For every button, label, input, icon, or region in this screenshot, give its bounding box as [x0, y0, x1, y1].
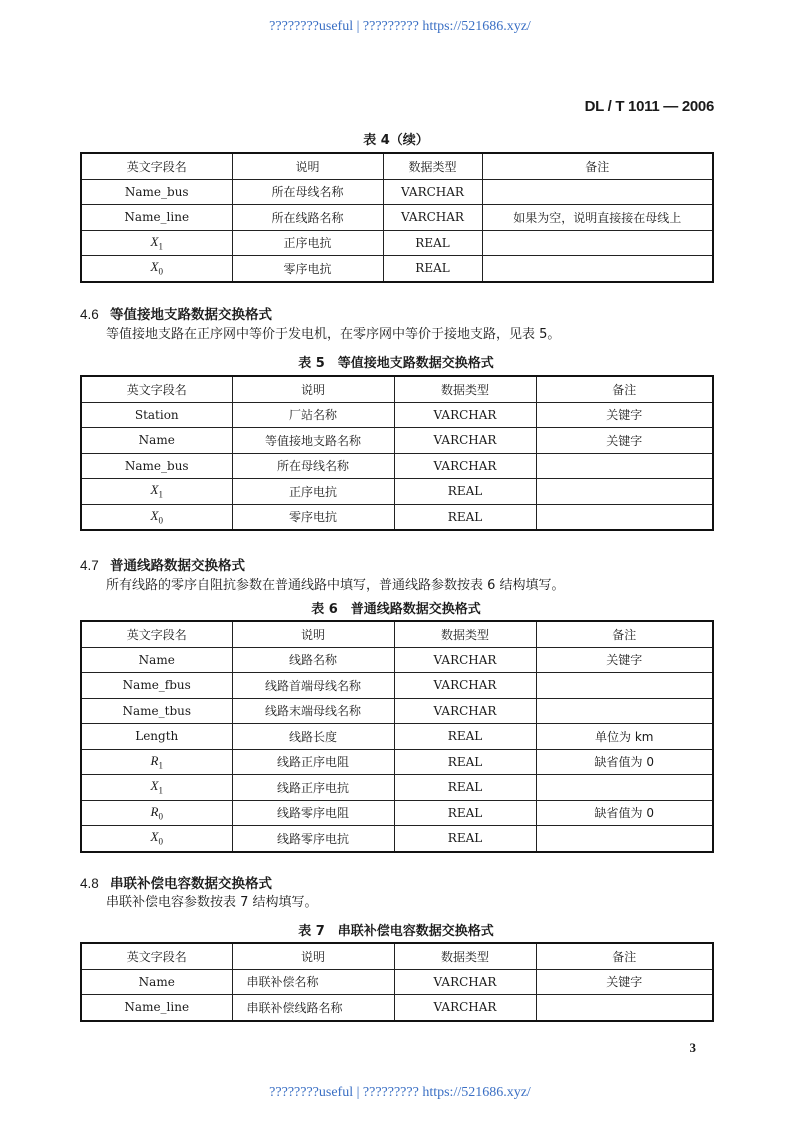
data-type-cell: REAL [394, 749, 536, 775]
table-6 [80, 620, 714, 853]
field-name-cell [81, 504, 232, 530]
remark-cell: 关键字 [536, 969, 713, 995]
column-header: 数据类型 [394, 943, 536, 969]
remark-cell: 关键字 [536, 402, 713, 428]
column-header: 说明 [232, 943, 394, 969]
variable-symbol: $X_1$ [150, 482, 163, 501]
table-row [81, 724, 713, 750]
description-cell: 线路末端母线名称 [232, 698, 394, 724]
data-type-cell: VARCHAR [394, 698, 536, 724]
table-row [81, 800, 713, 826]
description-cell: 正序电抗 [232, 230, 383, 256]
data-type-cell: VARCHAR [394, 647, 536, 673]
description-cell: 厂站名称 [232, 402, 394, 428]
data-type-cell: REAL [394, 775, 536, 801]
table-row [81, 230, 713, 256]
table-5 [80, 375, 714, 531]
variable-symbol: $X_1$ [150, 233, 163, 252]
section-4-7-heading [80, 554, 245, 574]
section-4-7-text: 所有线路的零序自阻抗参数在普通线路中填写，普通线路参数按表 6 结构填写。 [106, 578, 565, 593]
data-type-cell: VARCHAR [383, 179, 482, 205]
section-number: 4.6 [80, 307, 99, 322]
field-name-cell: Name_line [81, 995, 232, 1021]
variable-symbol: $X_1$ [150, 778, 163, 797]
section-title: 串联补偿电容数据交换格式 [110, 876, 272, 892]
field-name-cell: Name [81, 969, 232, 995]
table-row [81, 826, 713, 852]
table-row [81, 673, 713, 699]
description-cell: 零序电抗 [232, 504, 394, 530]
variable-symbol: $X_0$ [150, 829, 163, 848]
table-7 [80, 942, 714, 1022]
description-cell: 正序电抗 [232, 479, 394, 505]
column-header: 说明 [232, 376, 394, 402]
table-row [81, 402, 713, 428]
description-cell: 线路正序电抗 [232, 775, 394, 801]
table-header-row [81, 943, 713, 969]
variable-symbol: $X_0$ [150, 259, 163, 278]
table7-caption: 表 7 串联补偿电容数据交换格式 [298, 924, 494, 939]
field-name-cell [81, 826, 232, 852]
table5-caption: 表 5 等值接地支路数据交换格式 [298, 356, 494, 371]
table6-caption: 表 6 普通线路数据交换格式 [311, 602, 481, 617]
description-cell: 所在母线名称 [232, 179, 383, 205]
section-title: 普通线路数据交换格式 [110, 558, 245, 574]
table-row [81, 179, 713, 205]
document-id: DL / T 1011 — 2006 [584, 98, 714, 115]
description-cell: 线路长度 [232, 724, 394, 750]
table-row [81, 479, 713, 505]
remark-cell [482, 256, 713, 282]
variable-symbol: $X_0$ [150, 507, 163, 526]
section-4-8-heading [80, 872, 272, 892]
field-name-cell [81, 479, 232, 505]
data-type-cell: REAL [394, 479, 536, 505]
field-name-cell: Name_bus [81, 453, 232, 479]
remark-cell [482, 230, 713, 256]
data-type-cell: VARCHAR [394, 428, 536, 454]
column-header: 数据类型 [394, 621, 536, 647]
field-name-cell [81, 775, 232, 801]
field-name-cell: Station [81, 402, 232, 428]
remark-cell [536, 698, 713, 724]
field-name-cell [81, 230, 232, 256]
description-cell: 串联补偿名称 [232, 969, 394, 995]
table-row [81, 749, 713, 775]
remark-cell [482, 179, 713, 205]
remark-cell: 关键字 [536, 428, 713, 454]
column-header: 英文字段名 [81, 943, 232, 969]
section-number: 4.7 [80, 558, 99, 573]
data-type-cell: REAL [394, 826, 536, 852]
data-type-cell: REAL [383, 230, 482, 256]
watermark-top: ????????useful | ????????? https://521686.xyz/ [269, 19, 531, 34]
table4-caption: 表 4（续） [363, 133, 429, 148]
watermark-bottom: ????????useful | ????????? https://521686.xyz/ [269, 1085, 531, 1100]
remark-cell: 单位为 km [536, 724, 713, 750]
data-type-cell: VARCHAR [394, 995, 536, 1021]
section-4-6-heading [80, 303, 272, 323]
remark-cell [536, 775, 713, 801]
description-cell: 所在线路名称 [232, 205, 383, 231]
remark-cell [536, 504, 713, 530]
column-header: 英文字段名 [81, 376, 232, 402]
data-type-cell: REAL [394, 504, 536, 530]
field-name-cell [81, 749, 232, 775]
page-number: 3 [689, 1040, 696, 1055]
description-cell: 等值接地支路名称 [232, 428, 394, 454]
data-type-cell: REAL [383, 256, 482, 282]
data-type-cell: VARCHAR [394, 402, 536, 428]
variable-symbol: $R_1$ [150, 752, 163, 771]
description-cell: 线路零序电抗 [232, 826, 394, 852]
field-name-cell: Name_line [81, 205, 232, 231]
description-cell: 线路首端母线名称 [232, 673, 394, 699]
description-cell: 串联补偿线路名称 [232, 995, 394, 1021]
table-row [81, 256, 713, 282]
field-name-cell: Name_bus [81, 179, 232, 205]
section-title: 等值接地支路数据交换格式 [110, 307, 272, 323]
table-header-row [81, 621, 713, 647]
data-type-cell: VARCHAR [394, 969, 536, 995]
column-header: 数据类型 [394, 376, 536, 402]
column-header: 备注 [536, 943, 713, 969]
field-name-cell: Name [81, 428, 232, 454]
column-header: 英文字段名 [81, 621, 232, 647]
column-header: 备注 [536, 376, 713, 402]
table-row [81, 969, 713, 995]
data-type-cell: VARCHAR [394, 453, 536, 479]
description-cell: 零序电抗 [232, 256, 383, 282]
column-header: 英文字段名 [81, 153, 232, 179]
remark-cell [536, 995, 713, 1021]
remark-cell: 关键字 [536, 647, 713, 673]
remark-cell [536, 453, 713, 479]
table-row [81, 775, 713, 801]
table-row [81, 698, 713, 724]
field-name-cell: Name [81, 647, 232, 673]
column-header: 备注 [482, 153, 713, 179]
variable-symbol: $R_0$ [150, 803, 163, 822]
section-number: 4.8 [80, 876, 99, 891]
remark-cell: 缺省值为 0 [536, 800, 713, 826]
description-cell: 线路正序电阻 [232, 749, 394, 775]
table-header-row [81, 376, 713, 402]
table-row [81, 428, 713, 454]
section-4-6-text: 等值接地支路在正序网中等价于发电机，在零序网中等价于接地支路，见表 5。 [106, 327, 561, 342]
field-name-cell: Name_tbus [81, 698, 232, 724]
column-header: 备注 [536, 621, 713, 647]
field-name-cell: Name_fbus [81, 673, 232, 699]
data-type-cell: VARCHAR [394, 673, 536, 699]
data-type-cell: REAL [394, 724, 536, 750]
table-row [81, 205, 713, 231]
remark-cell: 如果为空，说明直接接在母线上 [482, 205, 713, 231]
field-name-cell [81, 256, 232, 282]
remark-cell [536, 673, 713, 699]
table-4-continued [80, 152, 714, 283]
table-row [81, 995, 713, 1021]
field-name-cell: Length [81, 724, 232, 750]
description-cell: 所在母线名称 [232, 453, 394, 479]
table-header-row [81, 153, 713, 179]
description-cell: 线路名称 [232, 647, 394, 673]
data-type-cell: REAL [394, 800, 536, 826]
table-row [81, 647, 713, 673]
table-row [81, 504, 713, 530]
column-header: 数据类型 [383, 153, 482, 179]
column-header: 说明 [232, 621, 394, 647]
remark-cell [536, 479, 713, 505]
table-row [81, 453, 713, 479]
section-4-8-text: 串联补偿电容参数按表 7 结构填写。 [106, 895, 318, 910]
field-name-cell [81, 800, 232, 826]
column-header: 说明 [232, 153, 383, 179]
remark-cell: 缺省值为 0 [536, 749, 713, 775]
description-cell: 线路零序电阻 [232, 800, 394, 826]
data-type-cell: VARCHAR [383, 205, 482, 231]
remark-cell [536, 826, 713, 852]
